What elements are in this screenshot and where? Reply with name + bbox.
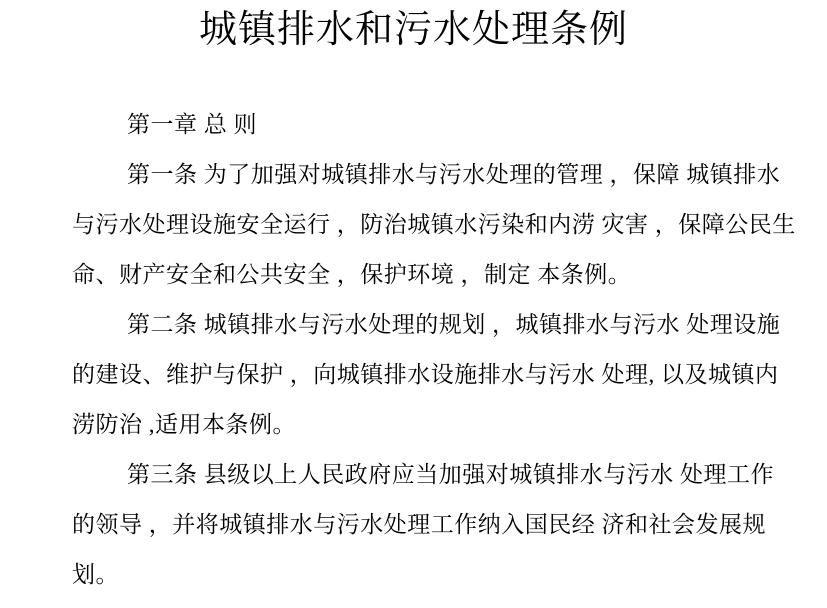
chapter-heading: 第一章 总 则 — [127, 112, 257, 137]
article-1-line-3: 命、财产安全和公共安全 ，保护环境 ，制定 本条例。 — [72, 262, 632, 287]
article-2-line-3: 涝防治 ,适用本条例。 — [72, 412, 296, 437]
article-3-line-2: 的领导 ，并将城镇排水与污水处理工作纳入国民经 济和社会发展规 — [72, 512, 766, 537]
article-3-line-1: 第三条 县级以上人民政府应当加强对城镇排水与污水 处理工作 — [127, 462, 774, 487]
article-3-line-3: 划。 — [72, 562, 119, 587]
article-1-line-1: 第一条 为了加强对城镇排水与污水处理的管理 ，保障 城镇排水 — [127, 162, 781, 187]
article-2-line-1: 第二条 城镇排水与污水处理的规划 ，城镇排水与污水 处理设施 — [127, 312, 781, 337]
document-title: 城镇排水和污水处理条例 — [198, 9, 628, 51]
article-1-line-2: 与污水处理设施安全运行 ，防治城镇水污染和内涝 灾害 ，保障公民生 — [72, 212, 796, 237]
article-2-line-2: 的建设、维护与保护 ，向城镇排水设施排水与污水 处理, 以及城镇内 — [72, 362, 779, 387]
document-body — [72, 100, 796, 600]
